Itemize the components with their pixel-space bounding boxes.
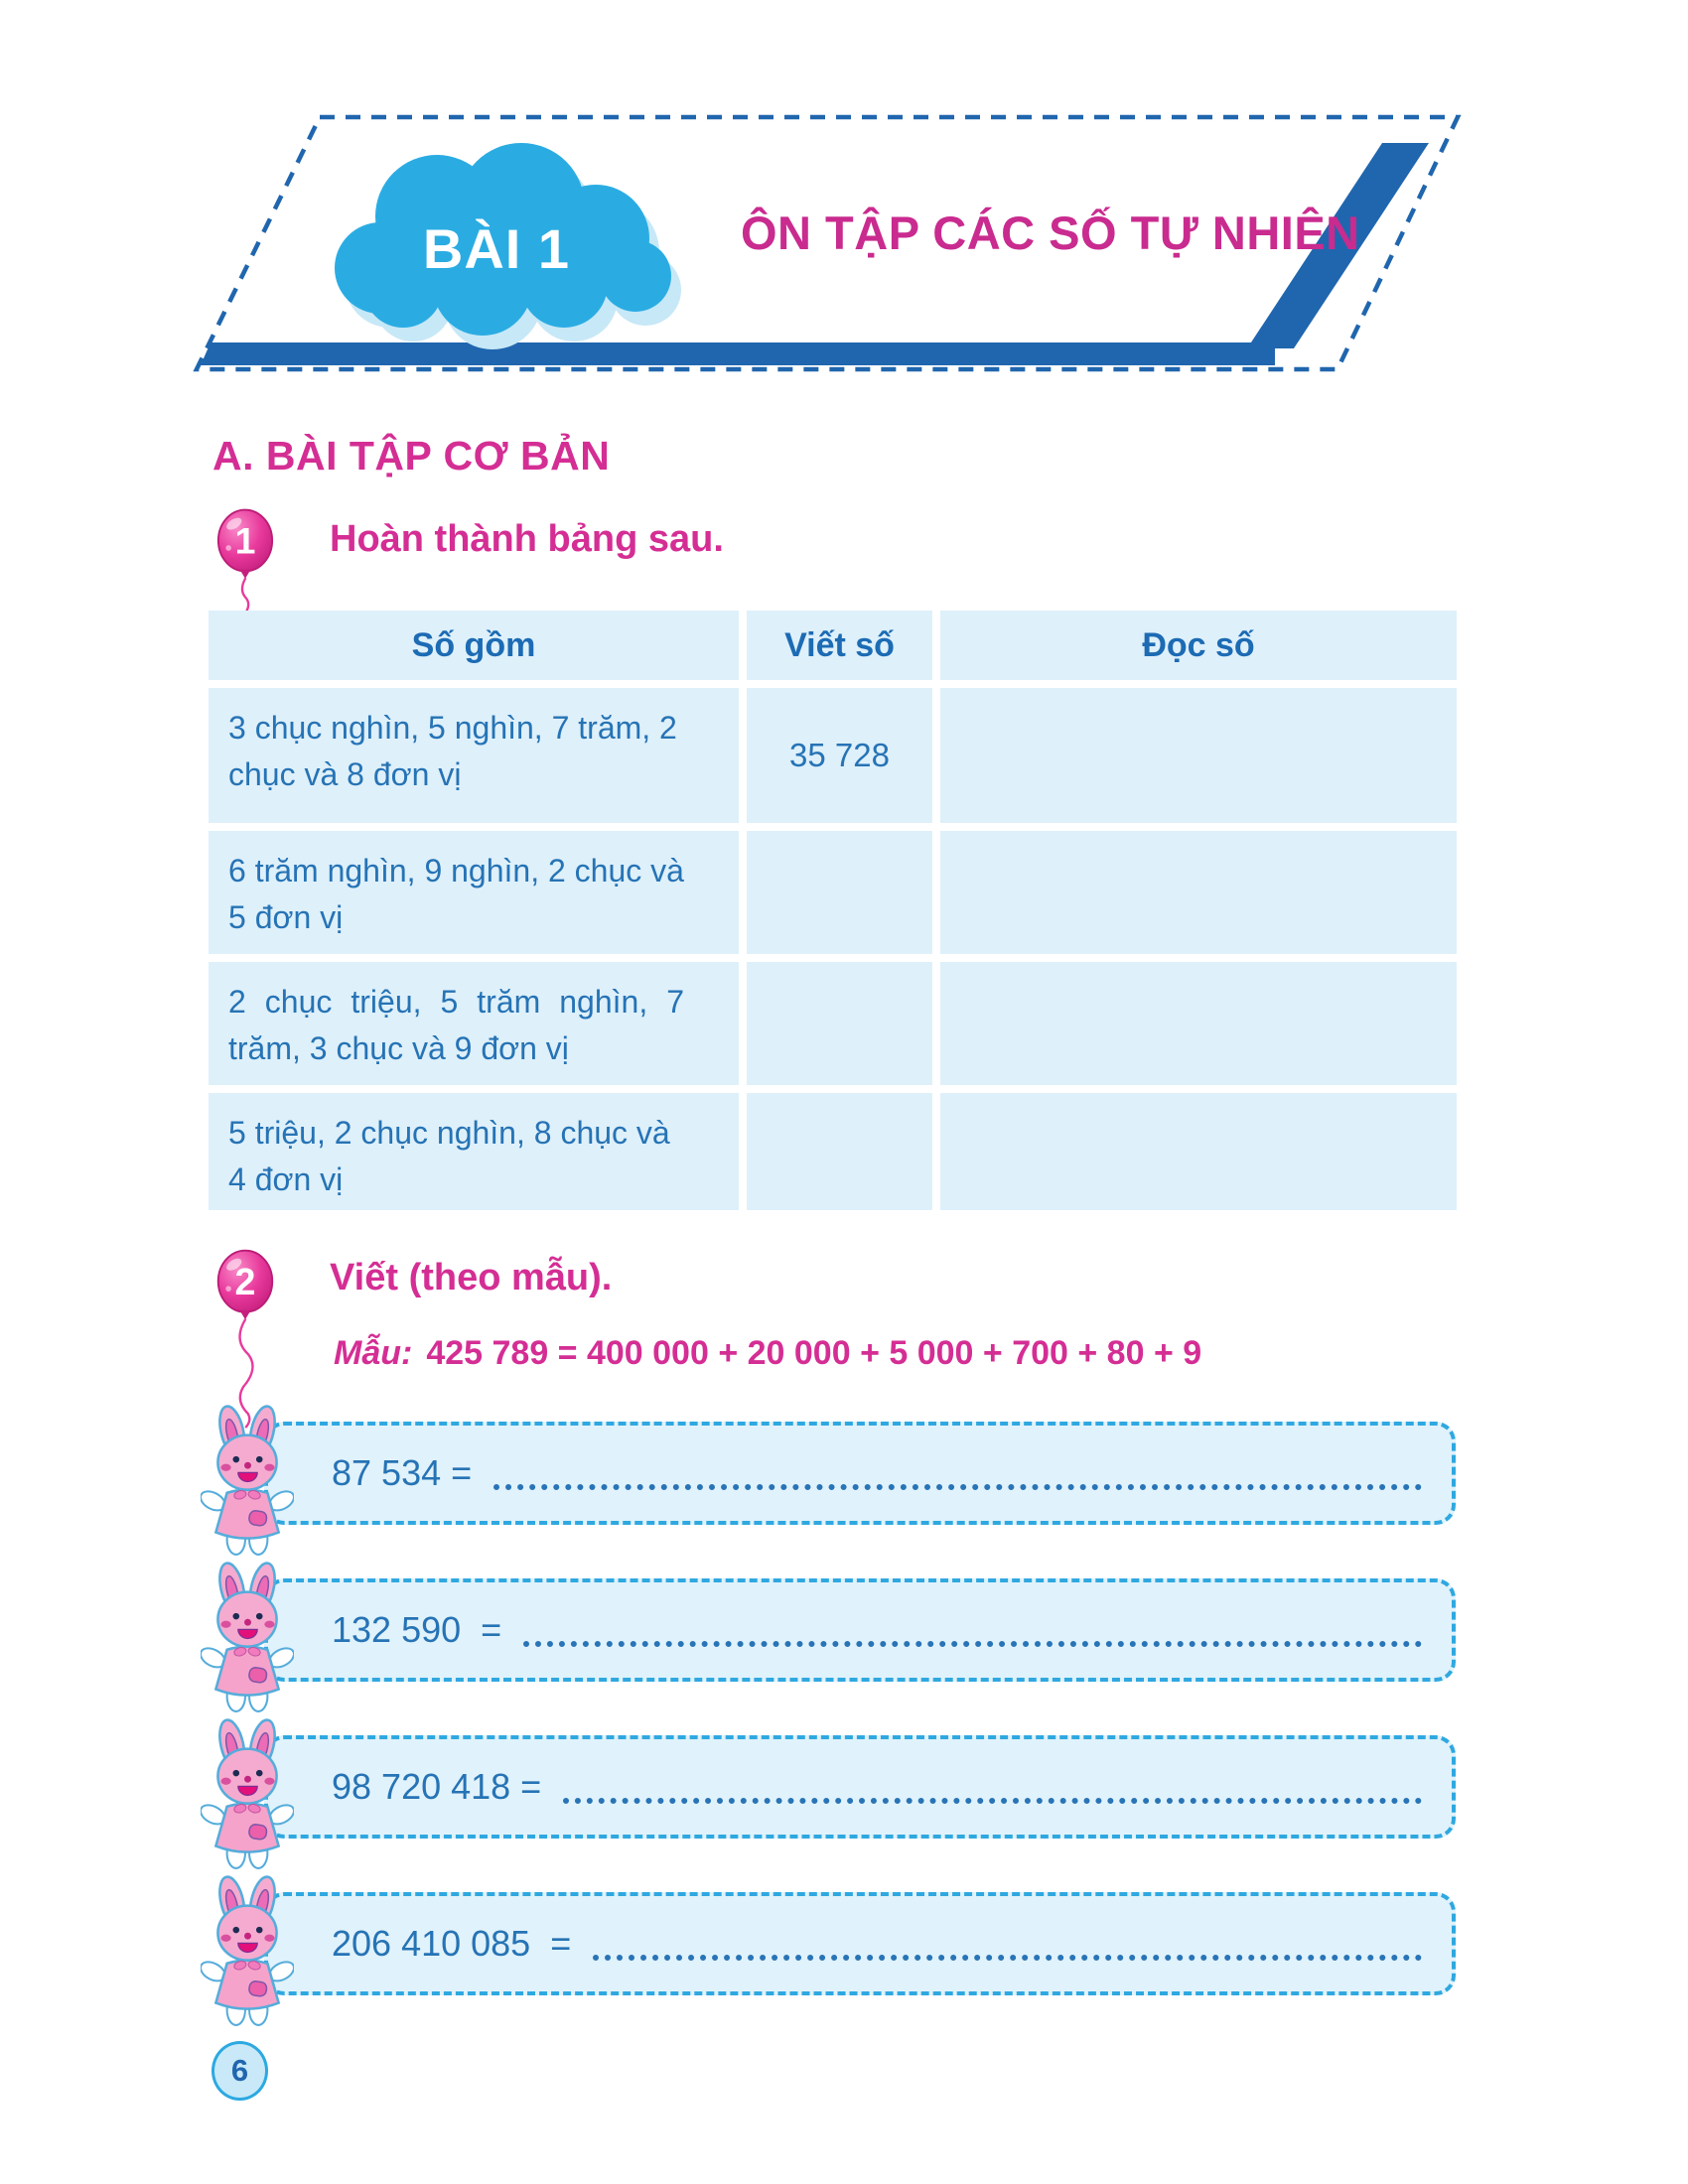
answer-expression: 132 590 =: [332, 1609, 512, 1650]
so-gom-cell: 2 chục triệu, 5 trăm nghìn, 7 trăm, 3 chục và 9 đơn vị: [209, 962, 739, 1085]
viet-so-cell[interactable]: [747, 1093, 932, 1210]
doc-so-cell[interactable]: [940, 962, 1457, 1085]
banner-frame: [0, 0, 1688, 407]
table-header-doc-so: Đọc số: [940, 611, 1457, 680]
page-number: 6: [230, 2053, 249, 2088]
balloon-1-icon: [212, 504, 278, 620]
answer-box[interactable]: [264, 1578, 1456, 1682]
section-heading: A. BÀI TẬP CƠ BẢN: [212, 433, 611, 478]
viet-so-cell: 35 728: [747, 688, 932, 823]
exercise1-number: 1: [234, 519, 256, 562]
exercise2-number: 2: [234, 1260, 256, 1302]
answer-box[interactable]: [264, 1735, 1456, 1839]
so-gom-cell: 5 triệu, 2 chục nghìn, 8 chục và 4 đơn vị: [209, 1093, 739, 1210]
dotted-answer-line[interactable]: [523, 1641, 1422, 1647]
bunny-icon: [201, 1561, 294, 1714]
dotted-answer-line[interactable]: [593, 1955, 1422, 1961]
cloud-badge: [286, 117, 703, 350]
lesson-title: ÔN TẬP CÁC SỐ TỰ NHIÊN: [741, 206, 1360, 259]
table-header-so-gom: Số gồm: [209, 611, 739, 680]
so-gom-cell: 3 chục nghìn, 5 nghìn, 7 trăm, 2 chục và 8 đơn vị: [209, 688, 739, 823]
so-gom-cell: 6 trăm nghìn, 9 nghìn, 2 chục và 5 đơn vị: [209, 831, 739, 954]
answer-expression: 206 410 085 =: [332, 1923, 582, 1964]
bunny-icon: [201, 1404, 294, 1558]
answer-expression: 98 720 418 =: [332, 1766, 552, 1807]
table-header-viet-so: Viết số: [747, 611, 932, 680]
doc-so-cell[interactable]: [940, 831, 1457, 954]
viet-so-cell[interactable]: [747, 831, 932, 954]
example-label: Mẫu:: [334, 1334, 413, 1372]
example-body: 425 789 = 400 000 + 20 000 + 5 000 + 700 + 80 + 9: [426, 1334, 1202, 1372]
answer-expression: 87 534 =: [332, 1452, 483, 1493]
bunny-icon: [201, 1874, 294, 2028]
exercise2-title: Viết (theo mẫu).: [330, 1257, 613, 1298]
example-line: [334, 1334, 1201, 1373]
doc-so-cell[interactable]: [940, 688, 1457, 823]
lesson-number-label: BÀI 1: [422, 217, 571, 280]
exercise1-title: Hoàn thành bảng sau.: [330, 518, 724, 560]
answer-box[interactable]: [264, 1422, 1456, 1525]
page-number-badge: [211, 2041, 268, 2101]
dotted-answer-line[interactable]: [493, 1484, 1422, 1490]
exercise1-table: [209, 611, 1457, 1210]
answer-box[interactable]: [264, 1892, 1456, 1995]
bunny-icon: [201, 1717, 294, 1871]
dotted-answer-line[interactable]: [563, 1798, 1422, 1804]
doc-so-cell[interactable]: [940, 1093, 1457, 1210]
viet-so-cell[interactable]: [747, 962, 932, 1085]
